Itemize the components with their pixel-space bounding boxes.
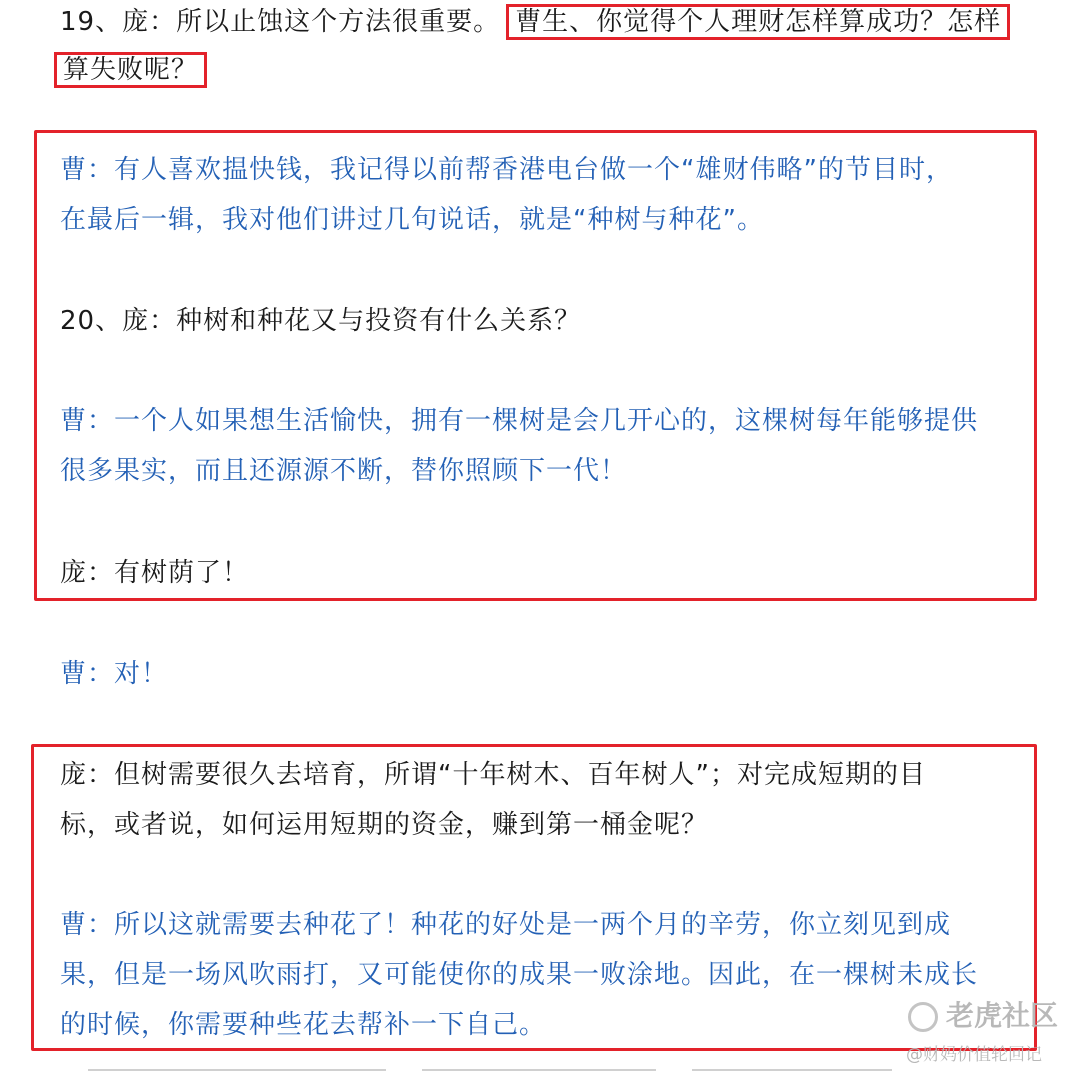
bottom-divider-2 (422, 1069, 656, 1071)
cao-answer-2-line1: 曹：一个人如果想生活愉快，拥有一棵树是会几开心的，这棵树每年能够提供 (60, 406, 979, 436)
question-19-line2 (54, 52, 207, 88)
watermark-brand: 老虎社区 (908, 994, 1058, 1034)
cao-answer-2-line2: 很多果实，而且还源源不断，替你照顾下一代！ (60, 456, 628, 486)
cao-answer-1-line2: 在最后一辑，我对他们讲过几句说话，就是“种树与种花”。 (60, 205, 764, 235)
pang-question-line2: 标，或者说，如何运用短期的资金，赚到第一桶金呢？ (60, 810, 709, 840)
pang-question-line1: 庞：但树需要很久去培育，所谓“十年树木、百年树人”；对完成短期的目 (60, 760, 926, 790)
cao-reply-dui: 曹：对！ (60, 659, 169, 689)
question-19-highlight: 曹生、你觉得个人理财怎样算成功？怎样 (506, 4, 1010, 40)
question-20: 20、庞：种树和种花又与投资有什么关系？ (60, 306, 582, 336)
cao-answer-3-line3: 的时候，你需要种些花去帮补一下自己。 (60, 1010, 547, 1040)
question-19-line1 (60, 4, 1010, 40)
bottom-divider-3 (692, 1069, 892, 1071)
watermark-handle: @财妈价值轮回记 (906, 1045, 1042, 1065)
bottom-divider-1 (88, 1069, 386, 1071)
cao-answer-1-line1: 曹：有人喜欢揾快钱，我记得以前帮香港电台做一个“雄财伟略”的节目时， (60, 155, 953, 185)
question-19-prefix: 19、庞：所以止蚀这个方法很重要。 (60, 7, 501, 37)
tiger-logo-icon (908, 1002, 938, 1032)
cao-answer-3-line1: 曹：所以这就需要去种花了！种花的好处是一两个月的辛劳，你立刻见到成 (60, 910, 952, 940)
highlight-box-1 (34, 130, 1037, 601)
question-19-highlight-cont: 算失败呢？ (54, 52, 207, 88)
cao-answer-3-line2: 果，但是一场风吹雨打，又可能使你的成果一败涂地。因此，在一棵树未成长 (60, 960, 979, 990)
pang-reply: 庞：有树荫了！ (60, 558, 250, 588)
